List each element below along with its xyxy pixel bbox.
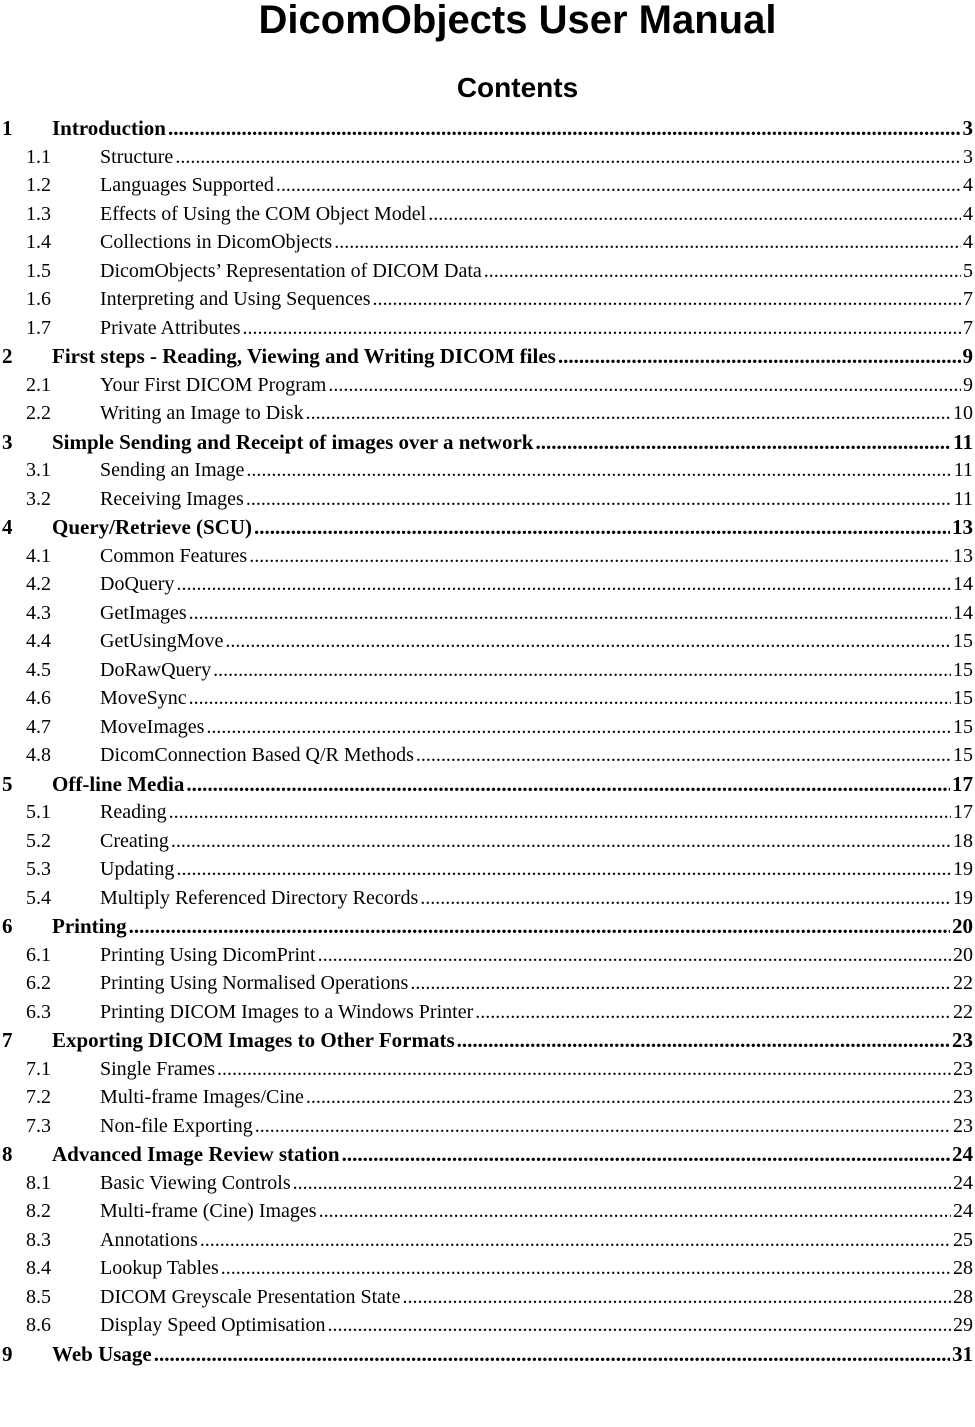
toc-entry-number: 4.1	[26, 544, 51, 567]
toc-entry-title: GetImages	[100, 601, 187, 624]
toc-section-entry[interactable]	[0, 599, 975, 628]
toc-entry-title: Private Attributes	[100, 316, 241, 339]
toc-entry-page-number: 3	[963, 145, 973, 168]
toc-entry-page-number: 31	[952, 1341, 973, 1366]
toc-dot-leader	[334, 228, 961, 257]
toc-entry-page-number: 14	[953, 601, 973, 624]
toc-entry-number: 7.1	[26, 1057, 51, 1080]
toc-entry-page-number: 14	[953, 573, 973, 595]
toc-dot-leader	[558, 342, 961, 371]
toc-dot-leader	[186, 770, 950, 799]
toc-section-entry[interactable]	[0, 257, 975, 286]
toc-section-entry[interactable]	[0, 1083, 975, 1112]
toc-entry-page-number: 29	[953, 1314, 973, 1336]
toc-dot-leader	[246, 456, 951, 485]
toc-chapter-entry[interactable]	[0, 1026, 975, 1055]
toc-entry-page-number: 15	[953, 687, 973, 709]
toc-section-entry[interactable]	[0, 1169, 975, 1198]
toc-dot-leader	[535, 428, 951, 457]
toc-entry-number: 7.2	[26, 1086, 51, 1108]
toc-entry-number: 1.7	[26, 316, 51, 339]
toc-entry-number: 5.2	[26, 829, 51, 852]
toc-entry-page-number: 19	[953, 858, 973, 880]
toc-section-entry[interactable]	[0, 798, 975, 827]
toc-entry-page-number: 23	[953, 1057, 973, 1080]
toc-chapter-entry[interactable]	[0, 1340, 975, 1369]
toc-entry-number: 5.1	[26, 801, 51, 823]
toc-section-entry[interactable]	[0, 998, 975, 1027]
toc-dot-leader	[176, 570, 951, 599]
toc-entry-number: 8.2	[26, 1200, 51, 1222]
toc-entry-page-number: 20	[953, 943, 973, 966]
toc-entry-page-number: 28	[953, 1257, 973, 1279]
toc-entry-number: 5	[2, 771, 13, 796]
toc-dot-leader	[154, 1340, 950, 1369]
toc-dot-leader	[402, 1283, 951, 1312]
toc-entry-title: Basic Viewing Controls	[100, 1171, 291, 1194]
toc-dot-leader	[410, 969, 951, 998]
toc-entry-page-number: 4	[963, 174, 973, 196]
toc-entry-number: 4.7	[26, 715, 51, 738]
toc-entry-title: Advanced Image Review station	[52, 1142, 340, 1166]
toc-chapter-entry[interactable]	[0, 513, 975, 542]
toc-dot-leader	[416, 741, 951, 770]
toc-section-entry[interactable]	[0, 285, 975, 314]
toc-dot-leader	[428, 200, 961, 229]
table-of-contents	[0, 114, 975, 1368]
toc-entry-page-number: 24	[953, 1171, 973, 1194]
toc-entry-number: 8	[2, 1142, 13, 1166]
toc-dot-leader	[249, 542, 951, 571]
toc-dot-leader	[328, 371, 961, 400]
toc-section-entry[interactable]	[0, 371, 975, 400]
toc-section-entry[interactable]	[0, 143, 975, 172]
toc-entry-number: 4.8	[26, 744, 51, 766]
toc-dot-leader	[225, 627, 951, 656]
toc-entry-title: MoveImages	[100, 715, 205, 738]
toc-entry-page-number: 23	[953, 1114, 973, 1137]
toc-dot-leader	[255, 1112, 951, 1141]
toc-section-entry[interactable]	[0, 684, 975, 713]
toc-section-entry[interactable]	[0, 656, 975, 685]
toc-entry-title: Web Usage	[52, 1341, 152, 1366]
toc-entry-number: 1	[2, 116, 13, 140]
toc-entry-page-number: 7	[963, 288, 973, 310]
toc-entry-page-number: 15	[953, 658, 973, 681]
toc-section-entry[interactable]	[0, 200, 975, 229]
toc-dot-leader	[129, 912, 950, 941]
toc-section-entry[interactable]	[0, 485, 975, 514]
toc-dot-leader	[221, 1254, 951, 1283]
toc-entry-title: Printing DICOM Images to a Windows Printer	[100, 1000, 474, 1023]
toc-entry-page-number: 23	[953, 1086, 973, 1108]
toc-entry-title: Multi-frame (Cine) Images	[100, 1200, 317, 1222]
toc-chapter-entry[interactable]	[0, 342, 975, 371]
toc-dot-leader	[342, 1140, 950, 1169]
toc-entry-number: 4.5	[26, 658, 51, 681]
toc-entry-number: 4.3	[26, 601, 51, 624]
toc-section-entry[interactable]	[0, 314, 975, 343]
toc-section-entry[interactable]	[0, 1112, 975, 1141]
toc-entry-page-number: 15	[953, 630, 973, 652]
toc-entry-title: MoveSync	[100, 687, 187, 709]
toc-entry-page-number: 25	[953, 1228, 973, 1251]
toc-entry-page-number: 3	[962, 116, 973, 140]
toc-section-entry[interactable]	[0, 1283, 975, 1312]
toc-entry-page-number: 4	[963, 202, 973, 225]
toc-entry-title: Off-line Media	[52, 771, 185, 796]
toc-entry-number: 5.4	[26, 886, 51, 909]
toc-entry-number: 6.2	[26, 972, 51, 994]
toc-dot-leader	[475, 998, 951, 1027]
toc-entry-page-number: 28	[953, 1285, 973, 1308]
toc-entry-title: Collections in DicomObjects	[100, 231, 333, 253]
toc-entry-page-number: 22	[953, 1000, 973, 1023]
toc-entry-number: 4.2	[26, 573, 51, 595]
toc-section-entry[interactable]	[0, 1055, 975, 1084]
toc-entry-title: DoQuery	[100, 573, 175, 595]
toc-entry-title: Reading	[100, 801, 167, 823]
toc-section-entry[interactable]	[0, 827, 975, 856]
toc-section-entry[interactable]	[0, 884, 975, 913]
toc-dot-leader	[200, 1226, 951, 1255]
toc-entry-number: 3.1	[26, 459, 51, 481]
toc-entry-title: DICOM Greyscale Presentation State	[100, 1285, 401, 1308]
toc-entry-number: 7.3	[26, 1114, 51, 1137]
toc-entry-title: Interpreting and Using Sequences	[100, 288, 371, 310]
toc-entry-page-number: 10	[953, 402, 973, 424]
toc-dot-leader	[217, 1055, 951, 1084]
toc-dot-leader	[276, 171, 961, 200]
toc-entry-number: 5.3	[26, 858, 51, 880]
toc-entry-page-number: 9	[963, 373, 973, 396]
toc-dot-leader	[306, 1083, 951, 1112]
toc-entry-title: Display Speed Optimisation	[100, 1314, 326, 1336]
toc-entry-title: Sending an Image	[100, 459, 245, 481]
toc-entry-title: GetUsingMove	[100, 630, 224, 652]
toc-entry-page-number: 20	[952, 914, 973, 938]
toc-dot-leader	[293, 1169, 951, 1198]
toc-dot-leader	[168, 114, 961, 143]
toc-dot-leader	[420, 884, 951, 913]
toc-entry-page-number: 9	[962, 344, 973, 368]
toc-section-entry[interactable]	[0, 941, 975, 970]
toc-entry-title: Introduction	[52, 116, 166, 140]
toc-entry-number: 6	[2, 914, 13, 938]
toc-entry-page-number: 22	[953, 972, 973, 994]
toc-entry-title: Single Frames	[100, 1057, 215, 1080]
toc-chapter-entry[interactable]	[0, 770, 975, 799]
toc-section-entry[interactable]	[0, 1226, 975, 1255]
toc-entry-title: Exporting DICOM Images to Other Formats	[52, 1028, 455, 1052]
toc-entry-number: 2.1	[26, 373, 51, 396]
toc-section-entry[interactable]	[0, 1254, 975, 1283]
toc-entry-title: Writing an Image to Disk	[100, 402, 304, 424]
toc-entry-title: Query/Retrieve (SCU)	[52, 515, 253, 539]
toc-entry-title: Receiving Images	[100, 487, 244, 510]
toc-entry-title: Effects of Using the COM Object Model	[100, 202, 427, 225]
toc-entry-title: DicomObjects’ Representation of DICOM Data	[100, 259, 482, 282]
toc-entry-number: 1.1	[26, 145, 51, 168]
toc-entry-number: 6.1	[26, 943, 51, 966]
toc-section-entry[interactable]	[0, 171, 975, 200]
toc-dot-leader	[189, 684, 951, 713]
toc-section-entry[interactable]	[0, 542, 975, 571]
toc-entry-page-number: 24	[952, 1142, 973, 1166]
toc-dot-leader	[213, 656, 951, 685]
toc-entry-title: Your First DICOM Program	[100, 373, 327, 396]
toc-entry-title: Languages Supported	[100, 174, 274, 196]
toc-entry-title: Multi-frame Images/Cine	[100, 1086, 304, 1108]
toc-entry-page-number: 13	[952, 515, 973, 539]
toc-section-entry[interactable]	[0, 1311, 975, 1340]
toc-entry-page-number: 13	[953, 544, 973, 567]
toc-entry-title: Updating	[100, 858, 175, 880]
toc-dot-leader	[372, 285, 961, 314]
toc-section-entry[interactable]	[0, 1197, 975, 1226]
toc-entry-number: 1.2	[26, 174, 51, 196]
toc-entry-title: Annotations	[100, 1228, 198, 1251]
toc-chapter-entry[interactable]	[0, 114, 975, 143]
toc-entry-number: 2.2	[26, 402, 51, 424]
toc-entry-title: Creating	[100, 829, 169, 852]
toc-entry-page-number: 17	[953, 801, 973, 823]
toc-entry-number: 3.2	[26, 487, 51, 510]
toc-entry-title: Multiply Referenced Directory Records	[100, 886, 419, 909]
toc-entry-page-number: 11	[953, 459, 973, 481]
toc-entry-page-number: 19	[953, 886, 973, 909]
toc-entry-page-number: 5	[963, 259, 973, 282]
toc-section-entry[interactable]	[0, 399, 975, 428]
toc-dot-leader	[175, 143, 961, 172]
toc-dot-leader	[319, 1197, 951, 1226]
toc-entry-page-number: 24	[953, 1200, 973, 1222]
contents-heading: Contents	[456, 72, 579, 103]
toc-entry-page-number: 11	[953, 429, 973, 454]
toc-entry-number: 1.4	[26, 231, 51, 253]
toc-section-entry[interactable]	[0, 969, 975, 998]
toc-entry-title: Lookup Tables	[100, 1257, 219, 1279]
toc-entry-number: 8.5	[26, 1285, 51, 1308]
toc-dot-leader	[318, 941, 951, 970]
toc-entry-number: 6.3	[26, 1000, 51, 1023]
toc-dot-leader	[176, 855, 951, 884]
toc-entry-page-number: 7	[963, 316, 973, 339]
toc-chapter-entry[interactable]	[0, 912, 975, 941]
toc-entry-title: Printing Using Normalised Operations	[100, 972, 409, 994]
toc-dot-leader	[243, 314, 961, 343]
toc-entry-title: Printing Using DicomPrint	[100, 943, 316, 966]
toc-entry-page-number: 4	[963, 231, 973, 253]
toc-entry-page-number: 15	[953, 744, 973, 766]
toc-entry-number: 8.4	[26, 1257, 51, 1279]
toc-dot-leader	[206, 713, 951, 742]
toc-dot-leader	[328, 1311, 951, 1340]
toc-entry-title: First steps - Reading, Viewing and Writing DICOM files	[52, 344, 556, 368]
toc-section-entry[interactable]	[0, 627, 975, 656]
toc-chapter-entry[interactable]	[0, 1140, 975, 1169]
toc-entry-number: 1.6	[26, 288, 51, 310]
toc-entry-number: 4.4	[26, 630, 51, 652]
toc-dot-leader	[169, 798, 951, 827]
toc-section-entry[interactable]	[0, 456, 975, 485]
toc-section-entry[interactable]	[0, 741, 975, 770]
toc-section-entry[interactable]	[0, 570, 975, 599]
toc-dot-leader	[171, 827, 951, 856]
toc-entry-title: Non-file Exporting	[100, 1114, 253, 1137]
toc-entry-title: Simple Sending and Receipt of images over a network	[52, 429, 534, 454]
toc-dot-leader	[306, 399, 951, 428]
toc-entry-page-number: 11	[953, 487, 973, 510]
toc-entry-number: 8.3	[26, 1228, 51, 1251]
toc-entry-number: 8.6	[26, 1314, 51, 1336]
toc-dot-leader	[457, 1026, 950, 1055]
document-title: DicomObjects User Manual	[258, 0, 777, 42]
toc-entry-number: 1.5	[26, 259, 51, 282]
toc-section-entry[interactable]	[0, 855, 975, 884]
toc-chapter-entry[interactable]	[0, 428, 975, 457]
toc-dot-leader	[189, 599, 951, 628]
toc-section-entry[interactable]	[0, 713, 975, 742]
toc-entry-number: 8.1	[26, 1171, 51, 1194]
toc-dot-leader	[246, 485, 952, 514]
toc-entry-page-number: 23	[952, 1028, 973, 1052]
toc-entry-number: 3	[2, 429, 13, 454]
toc-entry-number: 2	[2, 344, 13, 368]
toc-section-entry[interactable]	[0, 228, 975, 257]
toc-entry-number: 1.3	[26, 202, 51, 225]
toc-entry-title: Printing	[52, 914, 127, 938]
toc-entry-title: DoRawQuery	[100, 658, 212, 681]
toc-entry-title: DicomConnection Based Q/R Methods	[100, 744, 414, 766]
toc-entry-number: 9	[2, 1341, 13, 1366]
toc-entry-title: Common Features	[100, 544, 248, 567]
toc-entry-number: 4.6	[26, 687, 51, 709]
toc-entry-page-number: 15	[953, 715, 973, 738]
toc-entry-number: 4	[2, 515, 13, 539]
toc-entry-page-number: 18	[953, 829, 973, 852]
toc-entry-title: Structure	[100, 145, 174, 168]
toc-dot-leader	[484, 257, 961, 286]
toc-entry-page-number: 17	[952, 771, 973, 796]
toc-dot-leader	[254, 513, 950, 542]
toc-entry-number: 7	[2, 1028, 13, 1052]
